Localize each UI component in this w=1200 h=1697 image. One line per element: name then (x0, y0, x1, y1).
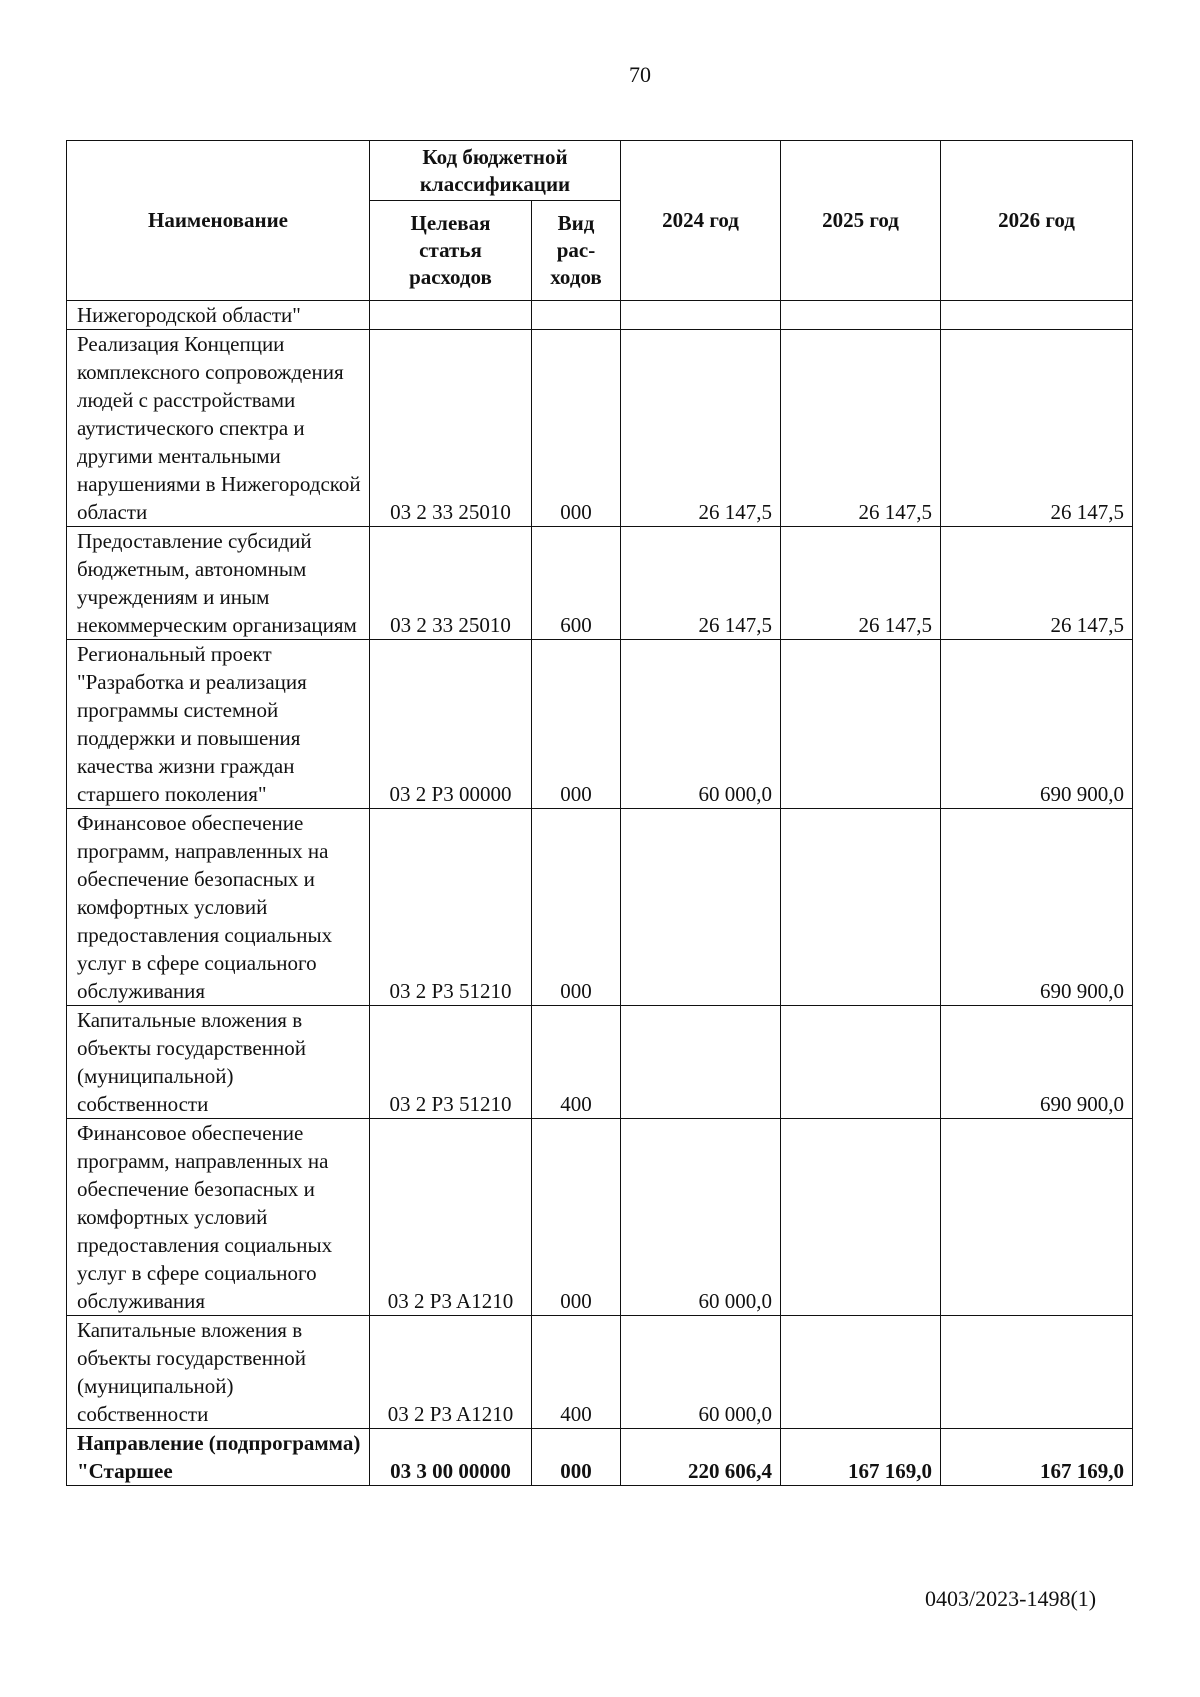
row-target-article-cell: 03 2 P3 A1210 (370, 1316, 532, 1429)
row-2026-cell: 690 900,0 (941, 809, 1133, 1006)
row-2025-cell: 167 169,0 (781, 1429, 941, 1486)
row-name-cell: Капитальные вложения в объекты государственной (муниципальной) собственности (67, 1006, 370, 1119)
table-row (67, 1316, 1133, 1429)
header-2025: 2025 год (781, 141, 941, 301)
row-2024-cell: 60 000,0 (621, 1119, 781, 1316)
row-2026-cell: 690 900,0 (941, 640, 1133, 809)
row-target-article-cell: 03 2 P3 51210 (370, 1006, 532, 1119)
row-2026-cell: 26 147,5 (941, 330, 1133, 527)
row-target-article-cell: 03 2 33 25010 (370, 330, 532, 527)
row-expense-kind-cell: 400 (532, 1006, 621, 1119)
row-target-article-cell: 03 2 P3 00000 (370, 640, 532, 809)
row-expense-kind-cell: 000 (532, 809, 621, 1006)
header-expense-kind: Вид рас-ходов (532, 201, 621, 301)
row-name-cell: Региональный проект "Разработка и реализация программы системной поддержки и повышения качества жизни граждан старшего поколения" (67, 640, 370, 809)
table-row (67, 301, 1133, 330)
row-2024-cell: 60 000,0 (621, 1316, 781, 1429)
row-2024-cell: 26 147,5 (621, 527, 781, 640)
row-name-cell: Предоставление субсидий бюджетным, автономным учреждениям и иным некоммерческим организациям (67, 527, 370, 640)
row-name-cell: Реализация Концепции комплексного сопровождения людей с расстройствами аутистического спектра и другими ментальными нарушениями в Нижегородской области (67, 330, 370, 527)
header-2024: 2024 год (621, 141, 781, 301)
header-code-group: Код бюджетной классификации (370, 141, 621, 201)
row-2026-cell: 167 169,0 (941, 1429, 1133, 1486)
row-target-article-cell: 03 2 P3 51210 (370, 809, 532, 1006)
row-expense-kind-cell: 000 (532, 330, 621, 527)
row-target-article-cell: 03 2 33 25010 (370, 527, 532, 640)
row-2024-cell (621, 809, 781, 1006)
row-2024-cell: 60 000,0 (621, 640, 781, 809)
row-expense-kind-cell: 600 (532, 527, 621, 640)
row-2026-cell: 26 147,5 (941, 527, 1133, 640)
row-2024-cell (621, 301, 781, 330)
row-expense-kind-cell: 000 (532, 1119, 621, 1316)
header-target-article: Целевая статья расходов (370, 201, 532, 301)
table-row (67, 1429, 1133, 1486)
row-2025-cell (781, 1316, 941, 1429)
row-name-cell: Финансовое обеспечение программ, направленных на обеспечение безопасных и комфортных условий предоставления социальных услуг в сфере социального обслуживания (67, 809, 370, 1006)
row-2025-cell (781, 640, 941, 809)
row-name-cell: Капитальные вложения в объекты государственной (муниципальной) собственности (67, 1316, 370, 1429)
row-2026-cell (941, 1119, 1133, 1316)
header-2026: 2026 год (941, 141, 1133, 301)
row-2024-cell: 220 606,4 (621, 1429, 781, 1486)
row-2026-cell (941, 301, 1133, 330)
row-expense-kind-cell: 000 (532, 1429, 621, 1486)
row-2025-cell (781, 809, 941, 1006)
row-2024-cell (621, 1006, 781, 1119)
row-expense-kind-cell (532, 301, 621, 330)
row-target-article-cell: 03 3 00 00000 (370, 1429, 532, 1486)
document-code: 0403/2023-1498(1) (925, 1586, 1097, 1611)
row-name-cell: Направление (подпрограмма) "Старшее (67, 1429, 370, 1486)
table-row (67, 527, 1133, 640)
row-2025-cell (781, 1006, 941, 1119)
row-2026-cell (941, 1316, 1133, 1429)
budget-table (66, 140, 1133, 1486)
row-expense-kind-cell: 400 (532, 1316, 621, 1429)
table-row (67, 1006, 1133, 1119)
row-name-cell: Нижегородской области" (67, 301, 370, 330)
table-row (67, 330, 1133, 527)
row-2026-cell: 690 900,0 (941, 1006, 1133, 1119)
table-row (67, 640, 1133, 809)
table-row (67, 809, 1133, 1006)
row-2025-cell (781, 1119, 941, 1316)
row-2024-cell: 26 147,5 (621, 330, 781, 527)
row-target-article-cell (370, 301, 532, 330)
row-2025-cell: 26 147,5 (781, 527, 941, 640)
row-2025-cell: 26 147,5 (781, 330, 941, 527)
table-header (67, 141, 1133, 301)
row-name-cell: Финансовое обеспечение программ, направленных на обеспечение безопасных и комфортных условий предоставления социальных услуг в сфере социального обслуживания (67, 1119, 370, 1316)
table-body (67, 301, 1133, 1486)
page-number: 70 (629, 62, 651, 87)
header-name: Наименование (67, 141, 370, 301)
table-row (67, 1119, 1133, 1316)
row-target-article-cell: 03 2 P3 A1210 (370, 1119, 532, 1316)
row-expense-kind-cell: 000 (532, 640, 621, 809)
row-2025-cell (781, 301, 941, 330)
